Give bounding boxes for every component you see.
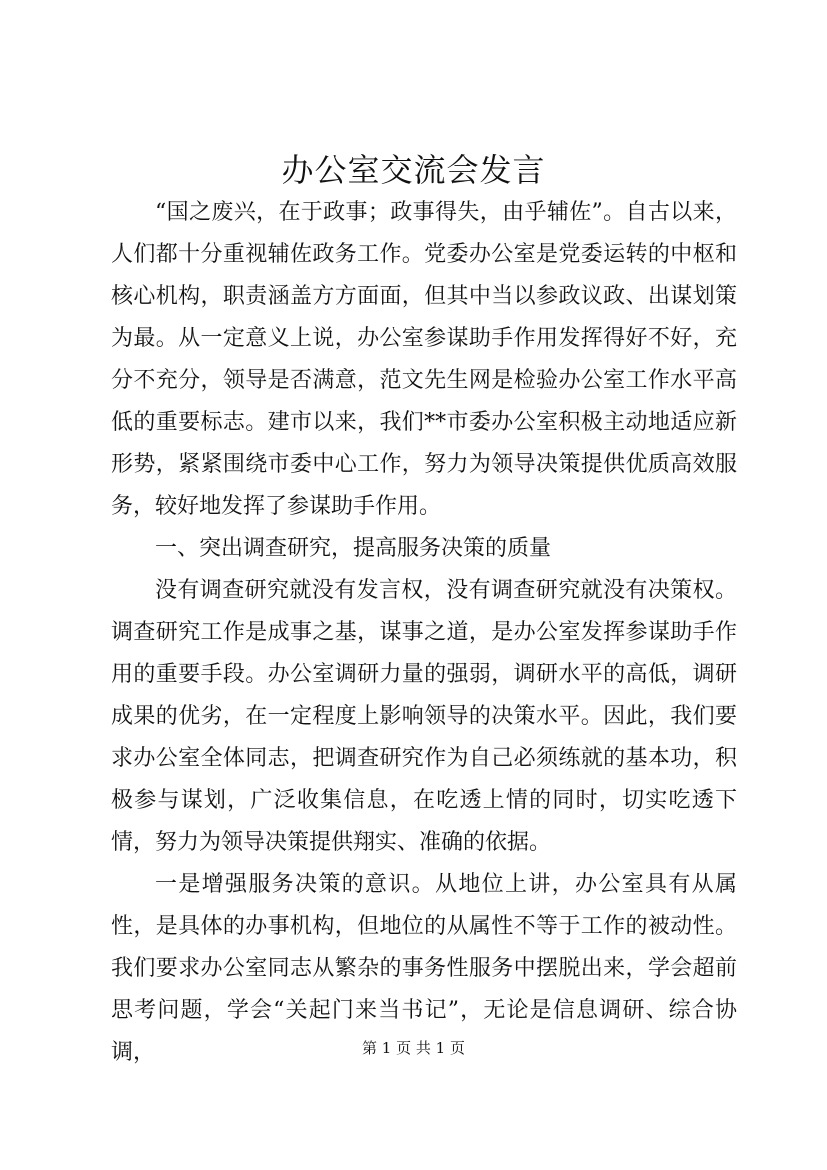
page-title: 办公室交流会发言 xyxy=(281,151,546,189)
body-paragraph: 没有调查研究就没有发言权，没有调查研究就没有决策权。调查研究工作是成事之基，谋事之道，是办公室发挥参谋助手作用的重要手段。办公室调研力量的强弱，调研水平的高低，调研成果的优劣，在一定程度上影响领导的决策水平。因此，我们要求办公室全体同志，把调查研究作为自己必须练就的基本功，积极参与谋划，广泛收集信息，在吃透上情的同时，切实吃透下情，努力为领导决策提供翔实、准确的依据。 xyxy=(111,578,737,855)
body-paragraph: 一是增强服务决策的意识。从地位上讲，办公室具有从属性，是具体的办事机构，但地位的从属性不等于工作的被动性。我们要求办公室同志从繁杂的事务性服务中摆脱出来，学会超前思考问题，学会“关起门来当书记”，无论是信息调研、综合协调， xyxy=(111,872,737,1065)
document-body xyxy=(111,192,737,1074)
intro-paragraph: “国之废兴，在于政事；政事得失，由乎辅佐”。自古以来，人们都十分重视辅佐政务工作。党委办公室是党委运转的中枢和核心机构，职责涵盖方方面面，但其中当以参政议政、出谋划策为最。从一定意义上说，办公室参谋助手作用发挥得好不好，充分不充分，领导是否满意，范文先生网是检验办公室工作水平高低的重要标志。建市以来，我们**市委办公室积极主动地适应新形势，紧紧围绕市委中心工作，努力为领导决策提供优质高效服务，较好地发挥了参谋助手作用。 xyxy=(111,200,737,519)
section-heading: 一、突出调查研究，提高服务决策的质量 xyxy=(155,536,552,561)
page-footer: 第 1 页 共 1 页 xyxy=(362,1039,465,1057)
